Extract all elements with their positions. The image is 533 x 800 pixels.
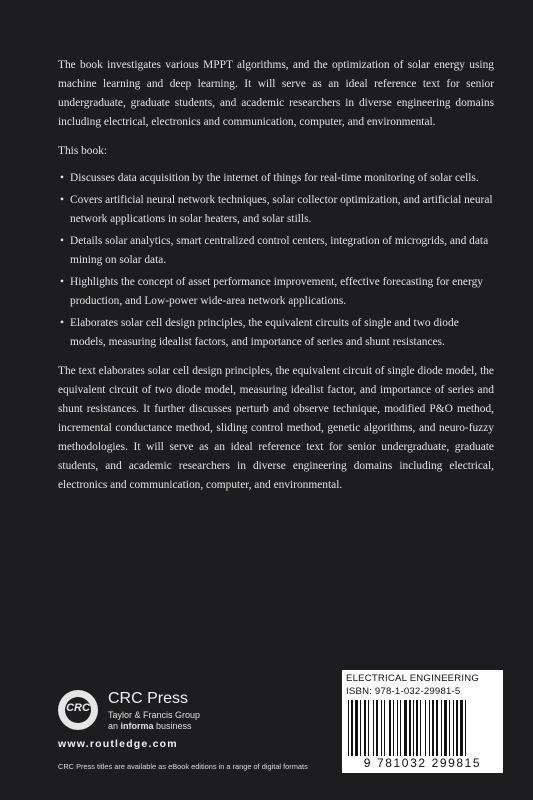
bullet-icon: • xyxy=(60,276,64,288)
bullet-icon: • xyxy=(60,317,64,329)
publisher-group: Taylor & Francis Group an informa business xyxy=(108,710,201,731)
crc-logo-icon: CRC xyxy=(58,690,98,730)
list-item: • Elaborates solar cell design principles, the equivalent circuits of single and two diode models, measuring idealist factors, and importance of series and shunt resistances. xyxy=(58,314,494,352)
ebook-note: CRC Press titles are available as eBook editions in a range of digital formats xyxy=(58,762,308,771)
bullet-icon: • xyxy=(60,172,64,184)
back-cover-text xyxy=(58,56,494,495)
barcode-digits: 9 781032 299815 xyxy=(363,756,482,770)
publisher-website[interactable]: www.routledge.com xyxy=(58,738,178,750)
bullet-icon: • xyxy=(60,235,64,247)
list-item: • Discusses data acquisition by the internet of things for real-time monitoring of solar cells. xyxy=(58,169,494,188)
subject-category: ELECTRICAL ENGINEERING xyxy=(346,673,480,684)
list-lead: This book: xyxy=(58,145,108,157)
bullet-icon: • xyxy=(60,194,64,206)
isbn-barcode xyxy=(342,670,503,773)
isbn-label: ISBN: 978-1-032-29981-5 xyxy=(346,686,461,697)
feature-list xyxy=(58,169,494,352)
publisher-name: CRC Press xyxy=(108,690,189,707)
list-item: • Highlights the concept of asset performance improvement, effective forecasting for energy production, and Low-power wide-area network applications. xyxy=(58,273,494,311)
intro-paragraph: The book investigates various MPPT algorithms, and the optimization of solar energy using machine learning and deep learning. It will serve as an ideal reference text for senior undergraduate, graduate students, and academic researchers in diverse engineering domains including electrical, electronics and communication, computer, and environmental. xyxy=(58,59,494,128)
barcode-bars xyxy=(346,700,499,756)
body-paragraph: The text elaborates solar cell design principles, the equivalent circuit of single diode model, the equivalent circuit of two diode model, measuring idealist factor, and importance of series and shunt resistances. It further discusses perturb and observe technique, modified P&O method, incremental conductance method, sliding control method, genetic algorithms, and neuro-fuzzy methodologies. It will serve as an ideal reference text for senior undergraduate, graduate students, and academic researchers in diverse engineering domains including electrical, electronics and communication, computer, and environmental. xyxy=(58,365,494,491)
list-item: • Covers artificial neural network techniques, solar collector optimization, and artificial neural network applications in solar heaters, and solar stills. xyxy=(58,191,494,229)
list-item: • Details solar analytics, smart centralized control centers, integration of microgrids, and data mining on solar data. xyxy=(58,232,494,270)
